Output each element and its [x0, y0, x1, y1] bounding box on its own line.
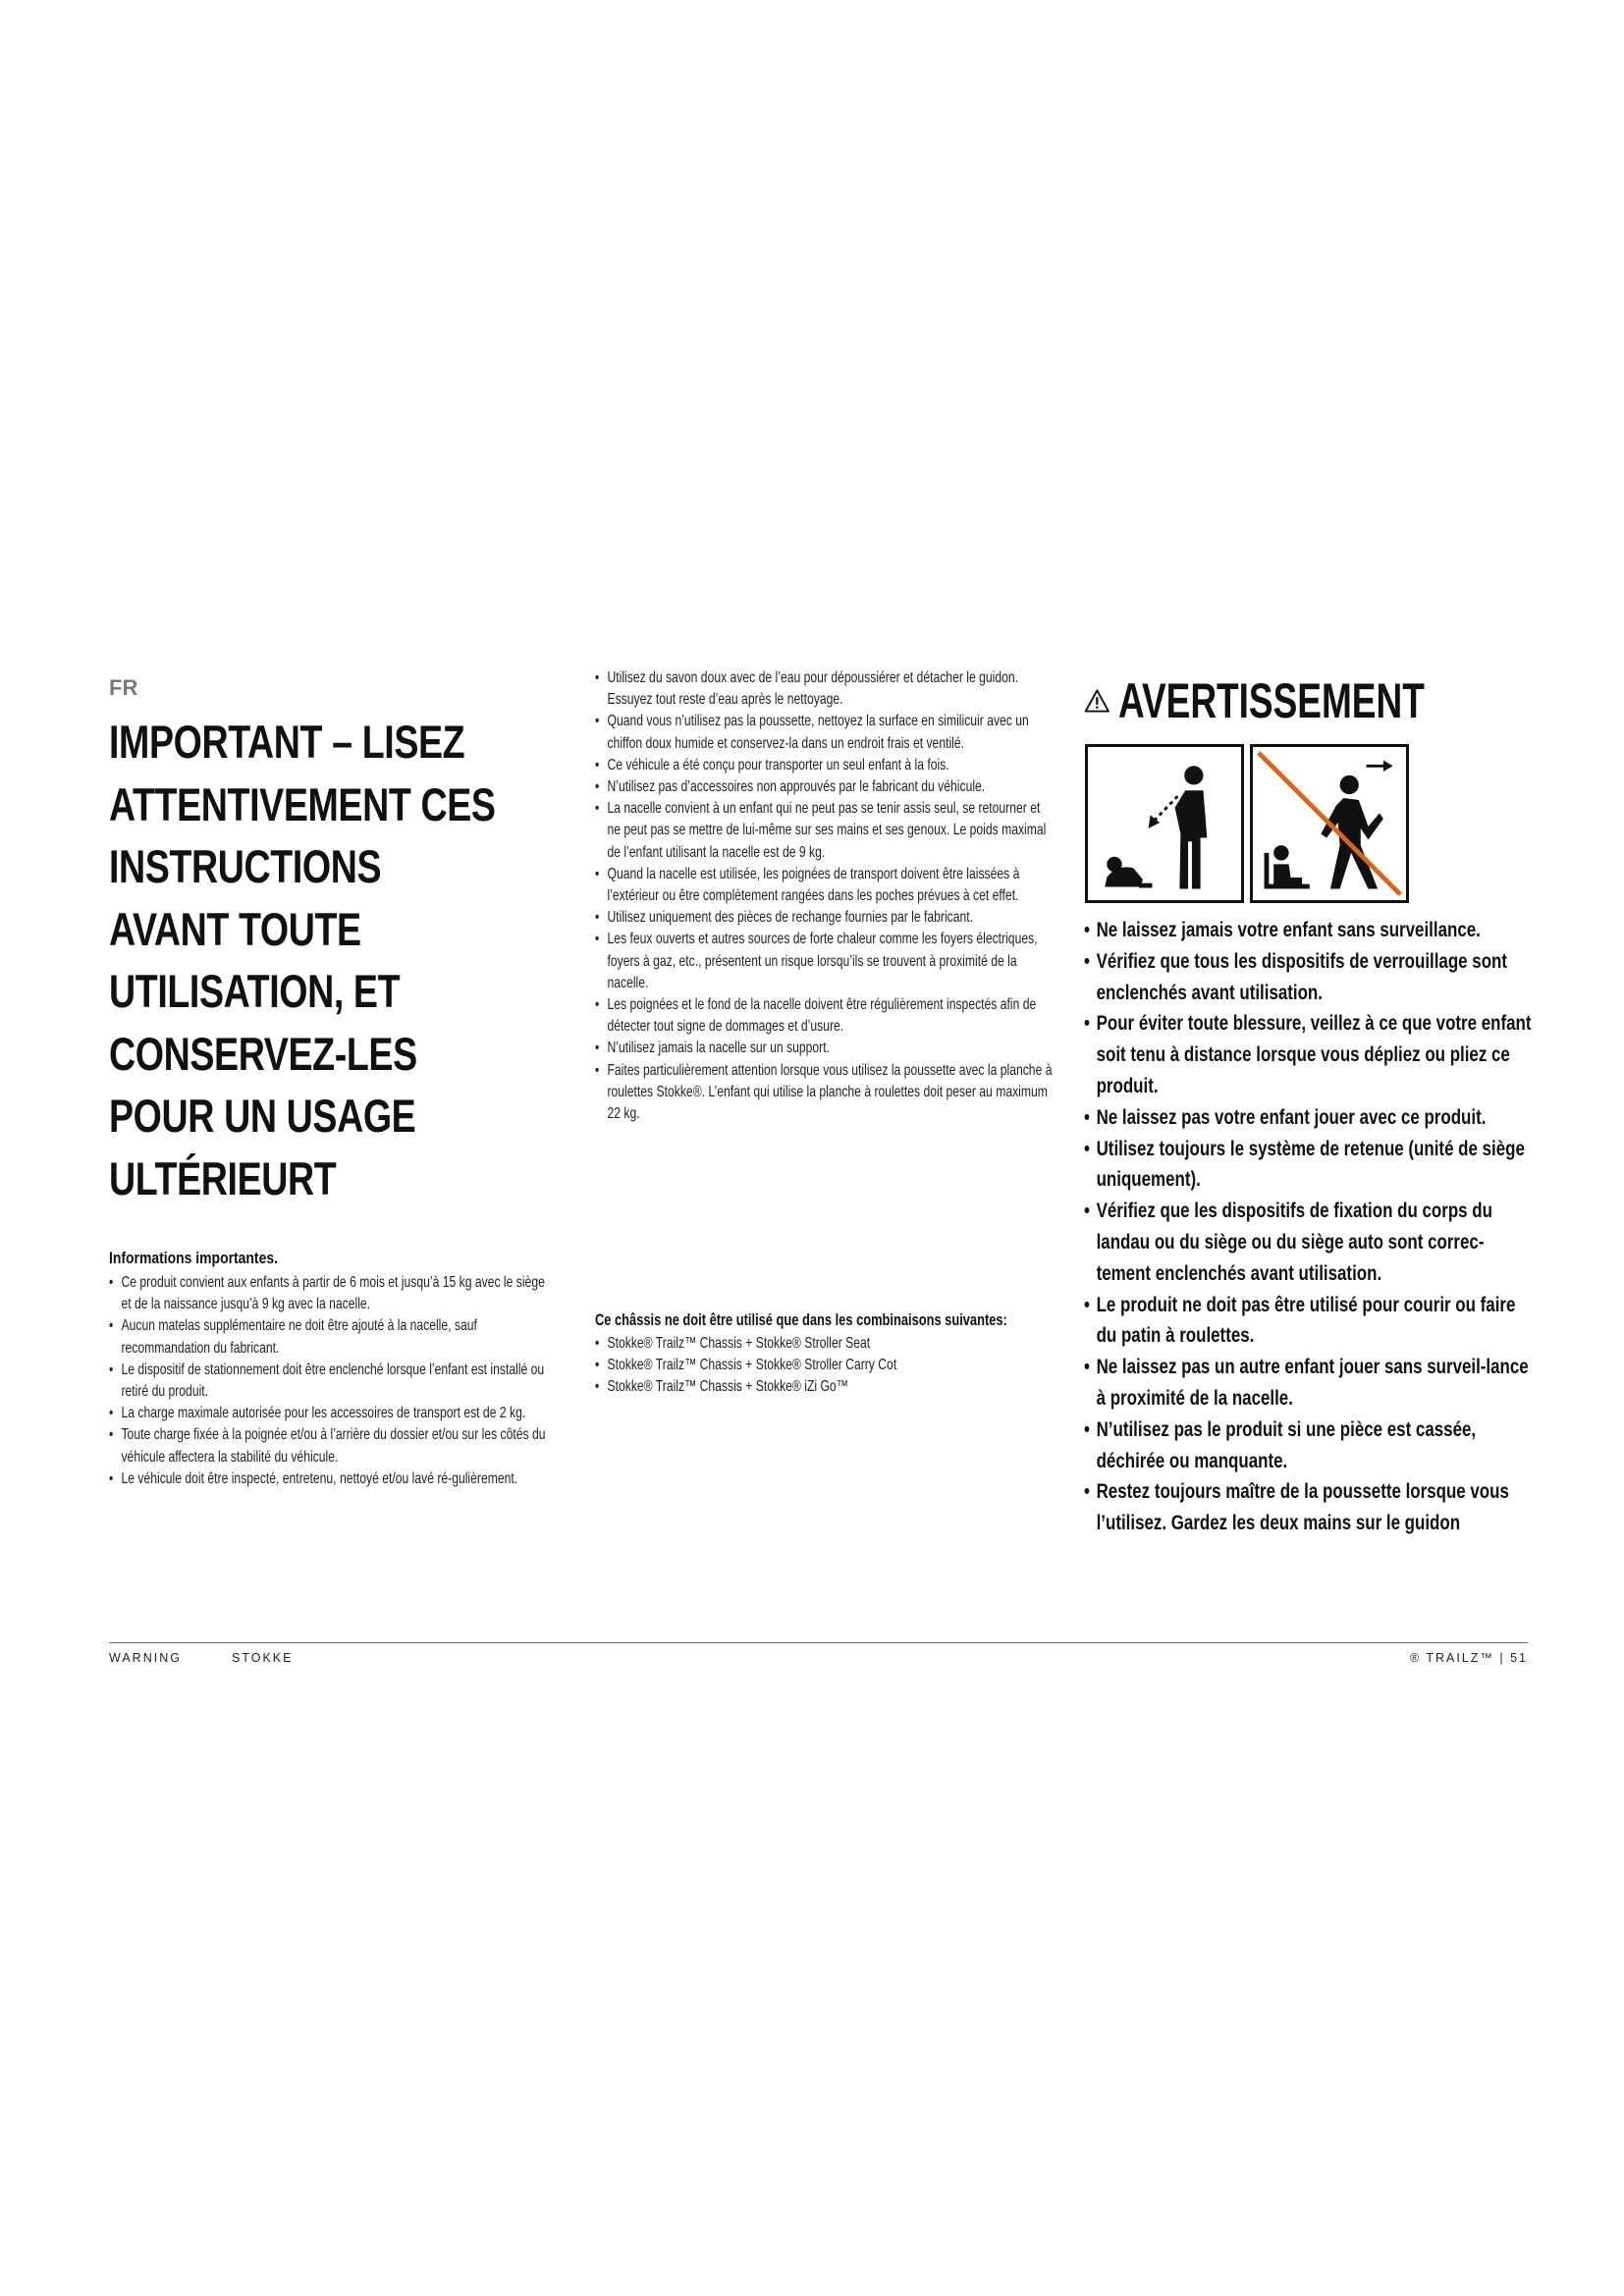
title-line: IMPORTANT – LISEZ	[109, 716, 465, 768]
list-item: • Quand vous n’utilisez pas la poussette, nettoyez la surface en similicuir avec un chiffon doux humide et conservez-la dans un endroit frais et ventilé.	[595, 711, 1055, 754]
list-item: • Quand la nacelle est utilisée, les poignées de transport doivent être laissées à l’extérieur ou être complètement rangées dans les poches prévues à cet effet.	[595, 864, 1055, 907]
list-item: • Stokke® Trailz™ Chassis + Stokke® Stroller Carry Cot	[595, 1355, 1055, 1376]
list-item: • La nacelle convient à un enfant qui ne peut pas se tenir assis seul, se retourner et ne peut pas se mettre de lui-même sur ses mains et ses genoux. Le poids maximal de l’enfant utilisant la nacelle est de 9 kg.	[595, 798, 1055, 864]
list-item: • La charge maximale autorisée pour les accessoires de transport est de 2 kg.	[109, 1403, 556, 1424]
warning-list	[1084, 915, 1532, 1539]
list-item: • Stokke® Trailz™ Chassis + Stokke® Stroller Seat	[595, 1333, 1055, 1355]
language-label: FR	[109, 675, 138, 700]
list-item: • Restez toujours maître de la poussette lorsque vous l’utilisez. Gardez les deux mains sur le guidon	[1084, 1476, 1532, 1539]
list-item: • Le véhicule doit être inspecté, entretenu, nettoyé et/ou lavé ré-gulièrement.	[109, 1468, 556, 1490]
warning-pictograms	[1085, 744, 1532, 903]
list-item: • Utilisez du savon doux avec de l’eau pour dépoussiérer et détacher le guidon. Essuyez tout reste d’eau après le nettoyage.	[595, 667, 1055, 711]
right-column	[1084, 673, 1532, 1539]
title-line: ATTENTIVEMENT CES	[109, 777, 496, 830]
list-item: • Toute charge fixée à la poignée et/ou à l’arrière du dossier et/ou sur les côtés du véhicule affectera la stabilité du véhicule.	[109, 1424, 556, 1468]
title-line: AVANT TOUTE	[109, 902, 361, 955]
footer-section-label: WARNING	[109, 1651, 182, 1665]
list-item: • Utilisez toujours le système de retenue (unité de siège uniquement).	[1084, 1134, 1532, 1197]
combinations-list	[595, 1333, 1055, 1399]
list-item: • Stokke® Trailz™ Chassis + Stokke® iZi Go™	[595, 1376, 1055, 1398]
warning-heading	[1084, 673, 1532, 728]
list-item: • Utilisez uniquement des pièces de rechange fournies par le fabricant.	[595, 907, 1055, 929]
title-line: ULTÉRIEURT	[109, 1151, 337, 1204]
list-item: • N’utilisez pas d’accessoires non approuvés par le fabricant du véhicule.	[595, 776, 1055, 798]
info-list	[109, 1272, 556, 1490]
list-item: • Vérifiez que les dispositifs de fixation du corps du landau ou du siège ou du siège auto sont correc-tement enclenchés avant utilisation.	[1084, 1196, 1532, 1289]
list-item: • Ne laissez pas un autre enfant jouer sans surveil-lance à proximité de la nacelle.	[1084, 1352, 1532, 1415]
list-item: • Les poignées et le fond de la nacelle doivent être régulièrement inspectés afin de détecter tout signe de dommages et d’usure.	[595, 994, 1055, 1038]
list-item: • Le produit ne doit pas être utilisé pour courir ou faire du patin à roulettes.	[1084, 1290, 1532, 1353]
list-item: • Vérifiez que tous les dispositifs de verrouillage sont enclenchés avant utilisation.	[1084, 946, 1532, 1009]
list-item: • Ce produit convient aux enfants à partir de 6 mois et jusqu’à 15 kg avec le siège et de la naissance jusqu’à 9 kg avec la nacelle.	[109, 1272, 556, 1315]
warning-triangle-icon	[1084, 679, 1110, 722]
left-column	[109, 675, 556, 1490]
supervision-pictogram-icon	[1085, 744, 1244, 903]
list-item: • Aucun matelas supplémentaire ne doit être ajouté à la nacelle, sauf recommandation du fabricant.	[109, 1315, 556, 1359]
combinations-title: Ce châssis ne doit être utilisé que dans les combinaisons suivantes:	[595, 1311, 1007, 1329]
no-leaving-child-pictogram-icon	[1250, 744, 1409, 903]
page-title	[109, 711, 557, 1209]
list-item: • Ne laissez jamais votre enfant sans surveillance.	[1084, 915, 1532, 946]
info-title: Informations importantes.	[109, 1249, 278, 1267]
footer-divider	[109, 1642, 1528, 1643]
list-item: • Ne laissez pas votre enfant jouer avec ce produit.	[1084, 1102, 1532, 1134]
footer-page-number: ® TRAILZ™ | 51	[1409, 1651, 1528, 1665]
title-line: UTILISATION, ET	[109, 965, 401, 1017]
list-item: • Pour éviter toute blessure, veillez à ce que votre enfant soit tenu à distance lorsque vous dépliez ou pliez ce produit.	[1084, 1008, 1532, 1101]
warning-title: AVERTISSEMENT	[1117, 673, 1425, 728]
list-item: • Ce véhicule a été conçu pour transporter un seul enfant à la fois.	[595, 755, 1055, 776]
list-item: • N’utilisez pas le produit si une pièce est cassée, déchirée ou manquante.	[1084, 1415, 1532, 1477]
list-item: • N’utilisez jamais la nacelle sur un support.	[595, 1038, 1055, 1059]
title-line: POUR UN USAGE	[109, 1090, 416, 1142]
title-line: INSTRUCTIONS	[109, 840, 382, 892]
list-item: • Les feux ouverts et autres sources de forte chaleur comme les foyers électriques, foyers à gaz, etc., présentent un risque lorsqu’ils se trouvent à proximité de la nacelle.	[595, 929, 1055, 994]
list-item: • Faites particulièrement attention lorsque vous utilisez la poussette avec la planche à roulettes Stokke®. L’enfant qui utilise la planche à roulettes doit peser au maximum 22 kg.	[595, 1060, 1055, 1126]
combinations-block	[595, 1309, 1055, 1399]
footer-brand: STOKKE	[232, 1651, 294, 1665]
care-list	[595, 667, 1055, 1125]
title-line: CONSERVEZ-LES	[109, 1027, 417, 1080]
list-item: • Le dispositif de stationnement doit être enclenché lorsque l’enfant est installé ou retiré du produit.	[109, 1360, 556, 1403]
